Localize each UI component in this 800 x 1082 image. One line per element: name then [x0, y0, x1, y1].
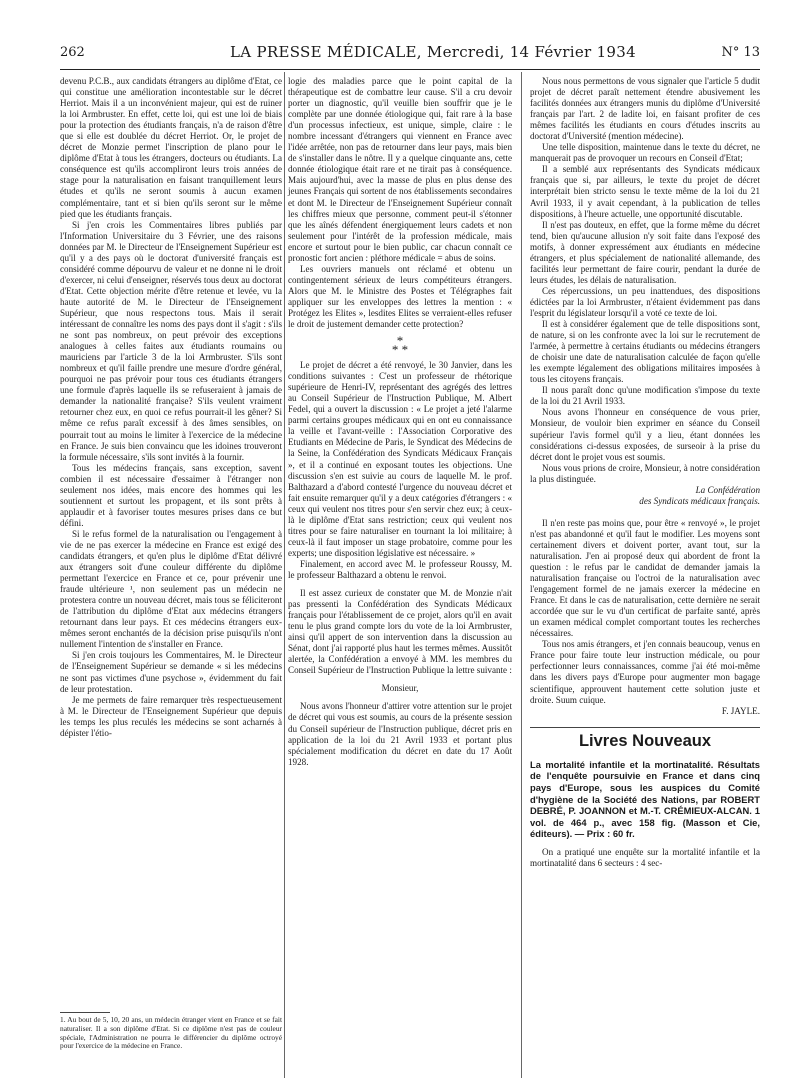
letter-paragraph: Il est à considérer également que de telle dispositions sont, de nature, si on les confronte avec la loi sur le recrutement de l'armée, à permettre à certains étudiants ou médecins étrangers de choisir une date de naturalisation calculée de façon qu'elle les exempte légalement des obligations militaires imposées à tous les citoyens français.	[530, 319, 760, 385]
footnote-text: 1. Au bout de 5, 10, 20 ans, un médecin étranger vient en France et se fait naturaliser. Il a son diplôme d'Etat. Si ce diplôme n'est pas de couleur spéciale, l'Administration ne pourra le différencier du diplôme octroyé pour l'exercice de la médecine en France.	[60, 1015, 282, 1051]
footnote-rule	[60, 1012, 110, 1013]
book-review-title	[530, 759, 760, 840]
column-1	[60, 76, 282, 1008]
paragraph: logie des maladies parce que le point capital de la thérapeutique est de combattre leur cause. S'il a cru devoir porter un diagnostic, qu'il veuille bien souffrir que je le complète par une donnée étiologique qui, fait rare à la base d'un processus infectieux, est unique, simple, claire : le nombre incessant d'étrangers qui viennent en France avec l'idée arrêtée, non pas de retourner dans leur pays, mais bien de s'installer dans le nôtre. Il y a quelque cinquante ans, cette donnée étiologique était rare et ne tirait pas à conséquence. Mais aujourd'hui, avec la masse de plus en plus dense des jeunes Français qui sortent de nos établissements secondaires et dont M. le Directeur de l'Enseignement Supérieur connaît les chiffres mieux que personne, comment peut-il s'étonner que les aînés défendent énergiquement leurs cadets et non seulement pour l'intérêt de la profession médicale, mais encore et surtout pour le bien public, car chacun connaît ce pronostic fort ancien : pléthore médicale = abus de soins.	[288, 76, 512, 263]
section-rule	[530, 727, 760, 728]
letter-paragraph: Une telle disposition, maintenue dans le texte du décret, ne manquerait pas de provoquer un recours en Conseil d'Etat;	[530, 142, 760, 164]
journal-title: LA PRESSE MÉDICALE, Mercredi, 14 Février 1934	[230, 43, 636, 61]
page-header	[60, 45, 760, 70]
paragraph: Il est assez curieux de constater que M. de Monzie n'ait pas pressenti la Confédération des Syndicats Médicaux français pour l'établissement de ce projet, alors qu'il en avait tenu le plus grand compte lors du vote de la loi Armbruster, ainsi qu'il appert de son intervention dans la discussion au Sénat, dont j'ai rapporté plus haut les termes mêmes. Aussitôt alertée, la Confédération a envoyé à MM. les membres du Conseil Supérieur de l'Instruction Publique la lettre suivante :	[288, 588, 512, 676]
paragraph: Il n'en reste pas moins que, pour être « renvoyé », le projet n'est pas abandonné et qu'il faut le modifier. Les moyens sont certainement divers et doivent porter, avant tout, sur la naturalisation. J'en ai proposé deux qui abordent de front la question : le refus par le candidat de demander jamais la naturalisation française ou l'octroi de la naturalisation avec l'engagement formel de ne jamais exercer la médecine en France. Et dans le cas de naturalisation, cette dernière ne serait accordée que sur le vu d'un certificat de parfaite santé, après un examen médical complet comportant toutes les recherches nécessaires.	[530, 517, 760, 639]
letter-paragraph: Ces répercussions, un peu inattendues, des dispositions édictées par la loi Armbruster, n'étaient évidemment pas dans l'esprit du législateur lorsqu'il a voté ce texte de loi.	[530, 285, 760, 318]
book-meta: par ROBERT DEBRÉ, P. JOANNON et M.-T. CRÉMIEUX-ALCAN. 1 vol. de 464 p., avec 158 fig. (Masson et Cie, éditeurs). — Prix : 60 fr.	[530, 793, 760, 840]
paragraph: Le projet de décret a été renvoyé, le 30 Janvier, dans les conditions suivantes : C'est un professeur de rhétorique supérieure de Henri-IV, représentant des agrégés des lettres au Conseil Supérieur de l'Instruction Publique, M. Albert Fedel, qui a ouvert la discussion : « Le projet a jeté l'alarme parmi certains groupes médicaux qui en ont eu connaissance la veille et l'avant-veille : l'Association Corporative des Etudiants en Médecine de Paris, le Syndicat des Médecins de la Seine, la Confédération des Syndicats Médicaux Français », et il a continué en exposant toutes les objections. Une discussion s'en est suivie au cours de laquelle M. le prof. Balthazard a d'abord contesté l'urgence du nouveau décret et fait ensuite remarquer qu'il y a deux catégories d'étrangers : « ceux qui veulent nos titres pour s'en servir chez eux; à ceux-là le diplôme d'Etat sans restriction; ceux qui veulent nos titres pour se faire naturaliser en tournant la loi militaire; à ceux-là il faut imposer un stage probatoire, comme pour les experts; une disposition législative est nécessaire. »	[288, 360, 512, 558]
letter-salutation: Monsieur,	[381, 683, 419, 694]
column-3	[530, 76, 760, 1076]
page-number: 262	[60, 45, 85, 60]
paragraph: Je me permets de faire remarquer très respectueusement à M. le Directeur de l'Enseignement Supérieur que depuis les temps les plus reculés les médecins se sont acharnés à dépister l'étio-	[60, 694, 282, 738]
paragraph: Tous nos amis étrangers, et j'en connais beaucoup, venus en France pour faire toute leur instruction médicale, ou pour perfectionner leurs connaissances, comme j'ai été moi-même dans les divers pays d'Europe pour augmenter mon bagage scientifique, approuvent hautement cette solution juste et droite. Suum cuique.	[530, 639, 760, 705]
paragraph: Si le refus formel de la naturalisation ou l'engagement à vie de ne pas exercer la médecine en France est exigé des candidats étrangers, et qu'en plus le diplôme d'Etat délivré aux étrangers soit d'une couleur différente du diplôme permettant l'exercice en France et ce, pour prévenir une fraude ultérieure ¹, non seulement pas un médecin ne protestera contre un nouveau décret, mais tous se féliciteront de l'attribution du diplôme d'Etat aux médecins étrangers retournant dans leur pays. Et ces médecins étrangers eux-mêmes seront enchantés de la décision prise puisqu'ils n'ont nullement l'intention de s'installer en France.	[60, 528, 282, 650]
paragraph: Si j'en crois les Commentaires libres publiés par l'Information Universitaire du 3 Février, une des raisons données par M. le Directeur de l'Enseignement Supérieur est qu'il y a des pays où le doctorat d'université français est considéré comme dépourvu de valeur et ne donne ni le droit d'exercer, ni celui d'enseigner, réservés tous deux au doctorat d'Etat. Cette objection mérite d'être retenue et levée, vu la haute autorité de M. le Directeur de l'Enseignement Supérieur, que nous respectons tous. Mais il serait intéressant de connaître les noms des pays dont il s'agit : s'ils ne sont pas nombreux, on peut prévoir des exceptions analogues à celles faites aux étudiants roumains ou mauriciens par l'article 3 de la loi Armbruster. S'ils sont nombreux et qu'il faille prendre une mesure d'ordre général, pourquoi ne pas prévoir pour tous ces étudiants étrangers une formule d'après laquelle ils se refuseraient à jamais de demander la nationalité française? S'ils veulent vraiment retourner chez eux, en quoi ce refus pourrait-il les gêner? Si même ce refus paraît excessif à des âmes sensibles, on pourrait tout au moins le limiter à l'exercice de la médecine en France. Je suis bien convaincu que les idoines trouveront la formule nécessaire, s'ils sont invités à la fournir.	[60, 219, 282, 462]
paragraph: Les ouvriers manuels ont réclamé et obtenu un contingentement sérieux de leurs compétiteurs étrangers. Alors que M. le Ministre des Postes et Télégraphes fait appliquer sur les enveloppes des lettres la mention : « Protégez les Elites », lesdites Elites se verraient-elles refuser le droit de justement demander cette protection?	[288, 263, 512, 330]
column-divider-right	[521, 72, 522, 1078]
paragraph: Finalement, en accord avec M. le professeur Roussy, M. le professeur Balthazard a obtenu le renvoi.	[288, 558, 512, 580]
letter-signature: des Syndicats médicaux français.	[639, 495, 760, 506]
author-signature: F. JAYLE.	[721, 705, 760, 716]
column-2	[288, 76, 512, 1076]
paragraph: devenu P.C.B., aux candidats étrangers au diplôme d'Etat, ce qui constitue une amélioration incontestable sur le décret Herriot. Mais il a un inconvénient majeur, qui est de ruiner la loi Armbruster. En effet, cette loi, qui est une loi de biais pour la protection des étudiants français, n'a de raison d'être que si elle est doublée du décret Herriot. Or, le projet de décret de Monzie permet l'inscription de plano pour le diplôme d'Etat à tous les étrangers, docteurs ou étudiants. La conséquence est qu'ils accompliront leurs trois années de stage pour la naturalisation en faisant tranquillement leurs études et qu'ils ne seront soumis à aucun examen complémentaire, tant et si bien qu'ils seront sur le même pied que les étudiants français.	[60, 76, 282, 219]
letter-paragraph: Nous avons l'honneur d'attirer votre attention sur le projet de décret qui vous est soumis, au cours de la présente session du Conseil supérieur de l'Instruction publique, décret pris en application de la loi du 21 Avril 1933 et portant plus spécialement modification du décret en date du 17 Août 1928.	[288, 701, 512, 767]
paragraph: Si j'en crois toujours les Commentaires, M. le Directeur de l'Enseignement Supérieur se demande « si les médecins ne sont pas victimes d'une psychose », évidemment du fait de leur protestation.	[60, 650, 282, 694]
book-title: La mortalité infantile et la mortinatalité. Résultats de l'enquête poursuivie en France et dans cinq pays d'Europe, sous les auspices du Comité d'hygiène de la Société des Nations,	[530, 758, 760, 805]
book-review-text: On a pratiqué une enquête sur la mortalité infantile et la mortinatalité dans 6 secteurs : 4 sec-	[530, 846, 760, 868]
footnote	[60, 1012, 282, 1051]
column-divider-left	[284, 72, 285, 1078]
letter-paragraph: Il n'est pas douteux, en effet, que la forme même du décret tend, bien qu'aucune allusion n'y soit faite dans l'exposé des motifs, à donner expressément aux étudiants en médecine étrangers, et plus spécialement de nationalité allemande, des facilités leur permettant de faire courir, pendant la durée de leurs études, les délais de naturalisation.	[530, 219, 760, 285]
section-separator-stars: * * *	[391, 333, 409, 358]
letter-signature: La Confédération	[695, 484, 760, 495]
letter-paragraph: Nous vous prions de croire, Monsieur, à notre considération la plus distinguée.	[530, 462, 760, 484]
issue-number: N° 13	[721, 45, 760, 60]
letter-paragraph: Nous nous permettons de vous signaler que l'article 5 dudit projet de décret paraît nettement étendre abusivement les facilités données aux étrangers munis du diplôme d'Université français par l'art. 2 de ladite loi, en faisant profiter de ces mêmes facilités les étudiants en cours d'études inscrits au doctorat d'Université (mention médecine).	[530, 76, 760, 142]
letter-paragraph: Nous avons l'honneur en conséquence de vous prier, Monsieur, de vouloir bien exprimer en séance du Conseil supérieur l'avis formel qu'il y a lieu, étant données les considérations ci-dessus exposées, de surseoir à la prise du décret dont le projet vous est soumis.	[530, 407, 760, 462]
section-title: Livres Nouveaux	[578, 731, 712, 750]
letter-paragraph: Il a semblé aux représentants des Syndicats médicaux français que si, par ailleurs, le texte du projet de décret interprétait bien stricto sensu le texte même de la loi du 21 Avril 1933, il y avait cependant, à la publication de telles dispositions, à l'heure actuelle, une opportunité discutable.	[530, 164, 760, 219]
paragraph: Tous les médecins français, sans exception, savent combien il est nécessaire d'essaimer à l'étranger non seulement nos idées, mais encore des hommes qui les soutiennent et surtout les propagent, et ils sont prêts à applaudir et à favoriser toutes mesures prises dans ce but défini.	[60, 462, 282, 528]
letter-paragraph: Il nous paraît donc qu'une modification s'impose du texte de la loi du 21 Avril 1933.	[530, 385, 760, 407]
